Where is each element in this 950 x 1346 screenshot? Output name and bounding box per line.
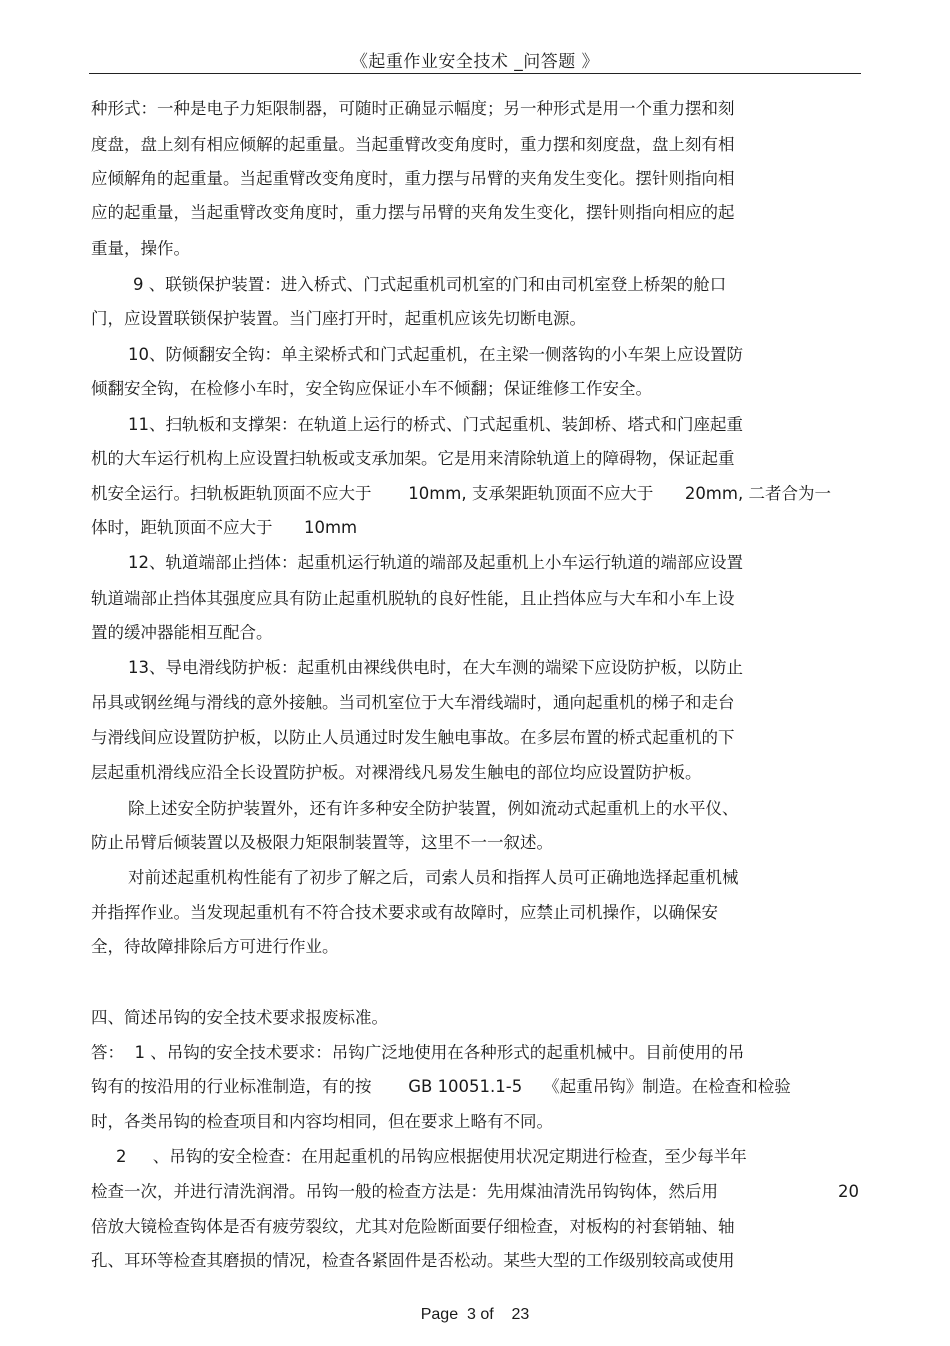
text-line: 重量，操作。 <box>91 239 190 258</box>
text-line: 度盘，盘上刻有相应倾解的起重量。当起重臂改变角度时，重力摆和刻度盘，盘上刻有相 <box>91 135 735 154</box>
text-line: 门，应设置联锁保护装置。当门座打开时，起重机应该先切断电源。 <box>91 309 586 328</box>
text-line: 检查一次，并进行清洗润滑。吊钩一般的检查方法是：先用煤油清洗吊钩钩体，然后用 <box>91 1182 718 1201</box>
text-line: 体时，距轨顶面不应大于 10mm <box>91 518 358 537</box>
text-line: 孔、耳环等检查其磨损的情况，检查各紧固件是否松动。某些大型的工作级别较高或使用 <box>91 1251 735 1270</box>
text-line: 12、轨道端部止挡体：起重机运行轨道的端部及起重机上小车运行轨道的端部应设置 <box>128 553 743 572</box>
text-line: 与滑线间应设置防护板，以防止人员通过时发生触电事故。在多层布置的桥式起重机的下 <box>91 728 735 747</box>
header-rule <box>89 73 861 74</box>
text-line: 并指挥作业。当发现起重机有不符合技术要求或有故障时，应禁止司机操作，以确保安 <box>91 903 718 922</box>
text-line: 层起重机滑线应沿全长设置防护板。对裸滑线凡易发生触电的部位均应设置防护板。 <box>91 763 702 782</box>
text-line: 2 、吊钩的安全检查：在用起重机的吊钩应根据使用状况定期进行检查，至少每半年 <box>116 1147 747 1166</box>
page-number-footer: Page 3 of 23 <box>420 1306 530 1323</box>
text-line: 钩有的按沿用的行业标准制造，有的按 GB 10051.1-5 《起重吊钩》制造。在检查和检验 <box>91 1077 791 1096</box>
text-line: 种形式：一种是电子力矩限制器，可随时正确显示幅度；另一种形式是用一个重力摆和刻 <box>91 99 735 118</box>
margin-number: 20 <box>838 1182 859 1201</box>
question-heading: 四、简述吊钩的安全技术要求报废标准。 <box>91 1008 388 1027</box>
text-line: 倍放大镜检查钩体是否有疲劳裂纹，尤其对危险断面要仔细检查，对板构的衬套销轴、轴 <box>91 1217 735 1236</box>
text-line: 10、防倾翻安全钩：单主梁桥式和门式起重机，在主梁一侧落钩的小车架上应设置防 <box>128 345 743 364</box>
text-line: 11、扫轨板和支撑架：在轨道上运行的桥式、门式起重机、装卸桥、塔式和门座起重 <box>128 415 743 434</box>
text-line: 轨道端部止挡体其强度应具有防止起重机脱轨的良好性能，且止挡体应与大车和小车上设 <box>91 589 735 608</box>
text-line: 时，各类吊钩的检查项目和内容均相同，但在要求上略有不同。 <box>91 1112 553 1131</box>
text-line: 应倾解角的起重量。当起重臂改变角度时，重力摆与吊臂的夹角发生变化。摆针则指向相 <box>91 169 735 188</box>
text-line: 9 、联锁保护装置：进入桥式、门式起重机司机室的门和由司机室登上桥架的舱口 <box>133 275 727 294</box>
text-line: 13、导电滑线防护板：起重机由裸线供电时，在大车测的端梁下应设防护板，以防止 <box>128 658 743 677</box>
text-line: 倾翻安全钩，在检修小车时，安全钩应保证小车不倾翻；保证维修工作安全。 <box>91 379 652 398</box>
page-header-title: 《起重作业安全技术 _问答题 》 <box>350 52 600 72</box>
text-line: 除上述安全防护装置外，还有许多种安全防护装置，例如流动式起重机上的水平仪、 <box>128 799 739 818</box>
text-line: 置的缓冲器能相互配合。 <box>91 623 273 642</box>
text-line: 吊具或钢丝绳与滑线的意外接触。当司机室位于大车滑线端时，通向起重机的梯子和走台 <box>91 693 735 712</box>
text-line: 全，待故障排除后方可进行作业。 <box>91 937 339 956</box>
text-line: 机的大车运行机构上应设置扫轨板或支承加架。它是用来清除轨道上的障碍物，保证起重 <box>91 449 735 468</box>
text-line: 答： 1 、吊钩的安全技术要求：吊钩广泛地使用在各种形式的起重机械中。目前使用的吊 <box>91 1043 745 1062</box>
text-line: 机安全运行。扫轨板距轨顶面不应大于 10mm, 支承架距轨顶面不应大于 20mm, 二者合为一 <box>91 484 831 503</box>
text-line: 应的起重量，当起重臂改变角度时，重力摆与吊臂的夹角发生变化，摆针则指向相应的起 <box>91 203 735 222</box>
text-line: 防止吊臂后倾装置以及极限力矩限制装置等，这里不一一叙述。 <box>91 833 553 852</box>
text-line: 对前述起重机构性能有了初步了解之后，司索人员和指挥人员可正确地选择起重机械 <box>128 868 739 887</box>
